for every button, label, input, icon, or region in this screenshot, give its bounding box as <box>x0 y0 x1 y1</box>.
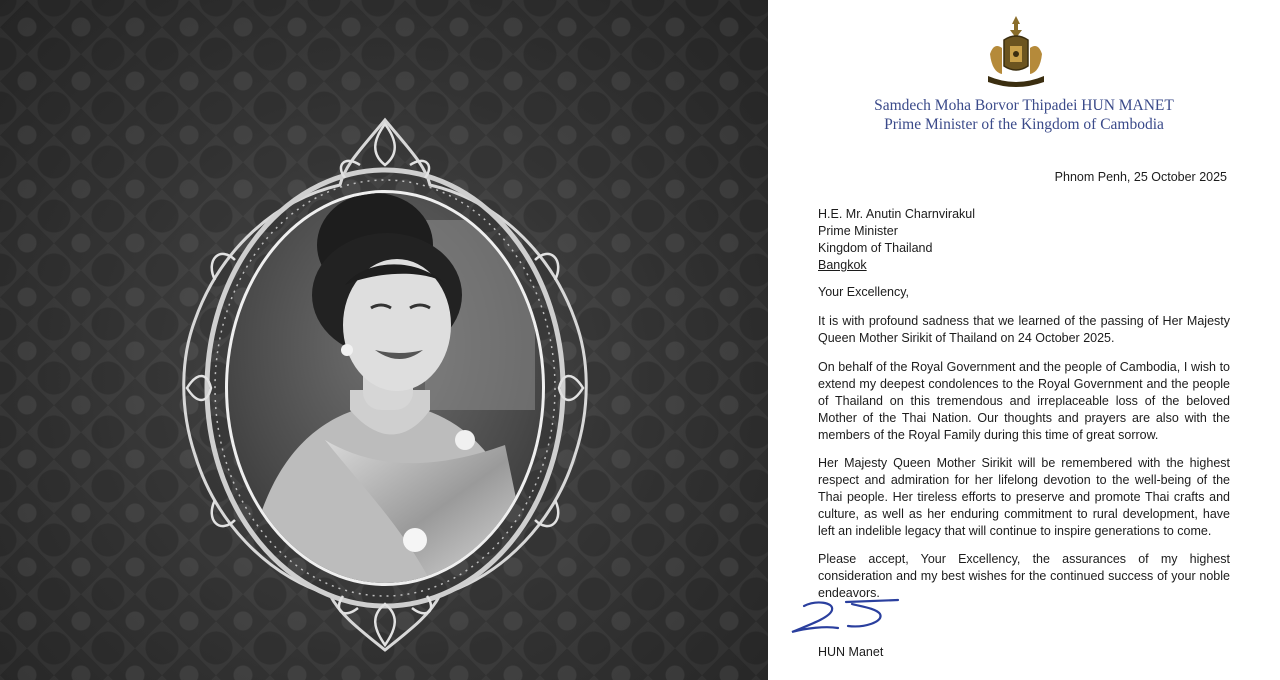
paragraph-4: Please accept, Your Excellency, the assurances of my highest consideration and my best wishes for the continued success of your noble endeavors. <box>818 552 1230 600</box>
condolence-letter <box>768 0 1280 680</box>
sender-title: Prime Minister of the Kingdom of Cambodia <box>884 116 1164 133</box>
addressee-name: H.E. Mr. Anutin Charnvirakul <box>818 207 976 221</box>
addressee-country: Kingdom of Thailand <box>818 241 933 255</box>
signer-name: HUN Manet <box>818 645 884 659</box>
paragraph-3: Her Majesty Queen Mother Sirikit will be remembered with the highest respect and admiration for her lifelong devotion to the well-being of the Thai people. Her tireless efforts to preserve and promote Thai crafts and culture, as well as her enduring commitment to rural development, have left an indelible legacy that will continue to inspire generations to come. <box>818 456 1230 538</box>
paragraph-1: It is with profound sadness that we learned of the passing of Her Majesty Queen Mother Sirikit of Thailand on 24 October 2025. <box>818 314 1230 345</box>
addressee-city: Bangkok <box>818 258 867 272</box>
salutation: Your Excellency, <box>818 285 910 299</box>
handwritten-signature <box>786 596 906 640</box>
sender-name: Samdech Moha Borvor Thipadei HUN MANET <box>874 97 1174 114</box>
paragraph-2: On behalf of the Royal Government and the people of Cambodia, I wish to extend my deepest condolences to the Royal Government and the people of Thailand on this tremendous and irreplaceable loss of the beloved Mother of the Thai Nation. Our thoughts and prayers are also with the members of the Royal Family during this time of great sorrow. <box>818 360 1230 442</box>
addressee-position: Prime Minister <box>818 224 898 238</box>
royal-emblem-icon <box>980 14 1052 90</box>
memorial-portrait <box>175 110 595 655</box>
letter-date: Phnom Penh, 25 October 2025 <box>1054 170 1227 184</box>
